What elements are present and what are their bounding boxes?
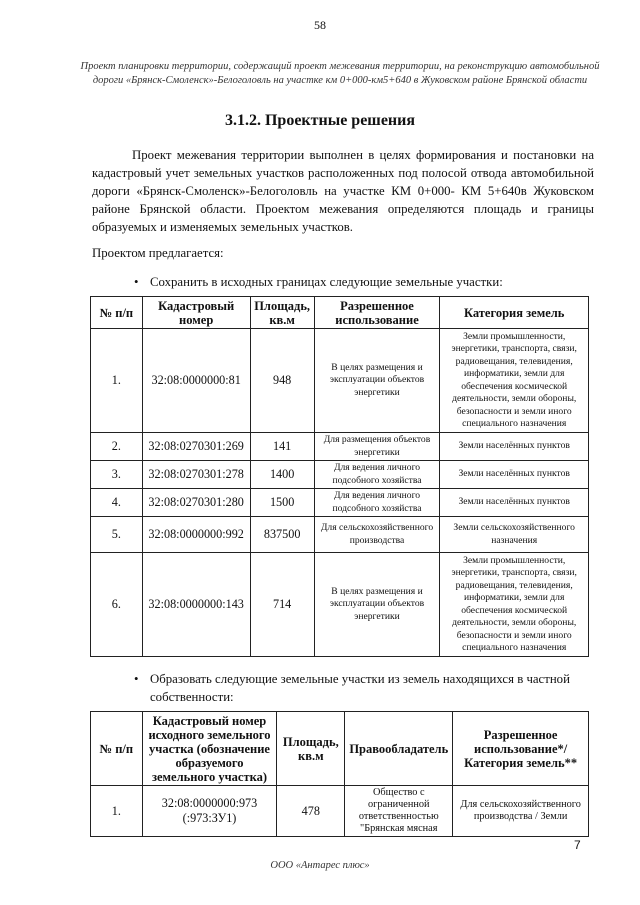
table-row: [91, 786, 589, 837]
cell-use: Для размещения объектов энергетики: [314, 433, 440, 461]
page-number: 58: [314, 18, 326, 32]
cell-cadastral: 32:08:0000000:81: [142, 329, 250, 433]
cell-area: 837500: [250, 517, 314, 553]
section-heading: 3.1.2. Проектные решения: [224, 112, 416, 129]
cell-category: Земли промышленности, энергетики, транспорта, связи, радиовещания, телевидения, информатики, земли для обеспечения космической деятельности, земли обороны, безопасности и земли иного специального назначения: [440, 553, 589, 657]
header-use: Разрешенное использование: [314, 297, 440, 329]
table-header-row: [91, 712, 589, 786]
cell-area: 714: [250, 553, 314, 657]
bullet-form: [134, 670, 594, 706]
cell-num: 1.: [91, 786, 143, 837]
cell-num: 3.: [91, 461, 143, 489]
cell-area: 1500: [250, 489, 314, 517]
cell-source-cadastral: 32:08:0000000:973: [161, 796, 258, 810]
cell-use: В целях размещения и эксплуатации объектов энергетики: [314, 553, 440, 657]
cell-owner: Общество с ограниченной ответственностью "Брянская мясная: [345, 786, 453, 837]
bullet-marker: •: [134, 672, 139, 686]
bullet-form-text: Образовать следующие земельные участки из земель находящихся в частной собственности:: [150, 672, 570, 704]
cell-category: Земли населённых пунктов: [440, 433, 589, 461]
table-row: [91, 517, 589, 553]
cell-area: 141: [250, 433, 314, 461]
preserved-plots-table: [90, 296, 589, 657]
table-row: [91, 461, 589, 489]
cell-source-plot: [142, 786, 277, 837]
cell-use: Для ведения личного подсобного хозяйства: [314, 461, 440, 489]
cell-cadastral: 32:08:0270301:278: [142, 461, 250, 489]
header-use-category: Разрешенное использование*/ Категория земель**: [453, 712, 589, 786]
running-header: Проект планировки территории, содержащий проект межевания территории, на реконструкцию автомобильной дороги «Брянск-Смоленск»-Белоголовль на участке км 0+000-км5+640 в Жуковском районе Брянской области: [80, 61, 600, 86]
cell-num: 6.: [91, 553, 143, 657]
cell-category: Земли населённых пунктов: [440, 489, 589, 517]
cell-num: 4.: [91, 489, 143, 517]
formed-plots-table: [90, 711, 589, 837]
cell-category: Земли промышленности, энергетики, транспорта, связи, радиовещания, телевидения, информатики, земли для обеспечения космической деятельности, земли обороны, безопасности и земли иного специального назначения: [440, 329, 589, 433]
cell-area: 948: [250, 329, 314, 433]
header-owner: Правообладатель: [345, 712, 453, 786]
cell-area: 1400: [250, 461, 314, 489]
cell-use: Для сельскохозяйственного производства: [314, 517, 440, 553]
bullet-preserve-text: Сохранить в исходных границах следующие земельные участки:: [150, 275, 503, 289]
header-area: Площадь, кв.м: [277, 712, 345, 786]
table-row: [91, 489, 589, 517]
bullet-preserve: [134, 273, 594, 291]
cell-area: 478: [277, 786, 345, 837]
cell-num: 1.: [91, 329, 143, 433]
cell-cadastral: 32:08:0000000:143: [142, 553, 250, 657]
table-row: [91, 329, 589, 433]
intro-paragraph: Проект межевания территории выполнен в целях формирования и постановки на кадастровый учет земельных участков расположенных под полосой отвода автомобильной дороги «Брянск-Смоленск»-Белоголовль на участке КМ 0+000- КМ 5+640в Жуковском районе Брянской области. Проектом межевания определяются площадь и границы образуемых и изменяемых земельных участков.: [92, 148, 594, 234]
cell-cadastral: 32:08:0000000:992: [142, 517, 250, 553]
cell-source-designation: (:973:ЗУ1): [182, 811, 237, 825]
cell-cadastral: 32:08:0270301:269: [142, 433, 250, 461]
table-row: [91, 433, 589, 461]
footer-page-number: 7: [574, 838, 581, 852]
footer-organization: ООО «Антарес плюс»: [270, 860, 370, 871]
proposes-label: Проектом предлагается:: [92, 246, 224, 260]
cell-category: Земли населённых пунктов: [440, 461, 589, 489]
header-num: № п/п: [91, 297, 143, 329]
cell-num: 2.: [91, 433, 143, 461]
header-num: № п/п: [91, 712, 143, 786]
header-area: Площадь, кв.м: [250, 297, 314, 329]
header-cadastral: Кадастровый номер: [142, 297, 250, 329]
cell-num: 5.: [91, 517, 143, 553]
cell-use: Для ведения личного подсобного хозяйства: [314, 489, 440, 517]
header-category: Категория земель: [440, 297, 589, 329]
cell-use: В целях размещения и эксплуатации объектов энергетики: [314, 329, 440, 433]
header-source-plot: Кадастровый номер исходного земельного участка (обозначение образуемого земельного участка): [142, 712, 277, 786]
cell-cadastral: 32:08:0270301:280: [142, 489, 250, 517]
cell-category: Земли сельскохозяйственного назначения: [440, 517, 589, 553]
cell-use-category: Для сельскохозяйственного производства / Земли: [453, 786, 589, 837]
table-header-row: [91, 297, 589, 329]
bullet-marker: •: [134, 275, 139, 289]
table-row: [91, 553, 589, 657]
